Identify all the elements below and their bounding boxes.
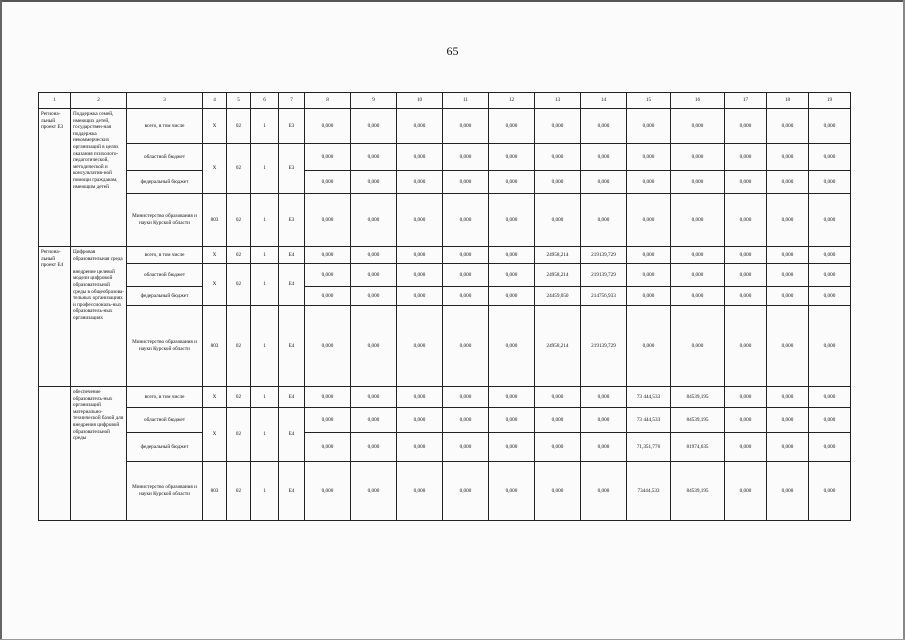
value-cell: 0,000 [351,144,397,171]
value-cell: 0,000 [767,387,809,408]
value-cell: 0,000 [305,171,351,194]
value-cell: 0,000 [397,144,443,171]
value-cell: 0,000 [535,144,581,171]
table-row [39,247,851,264]
source-label-cell: федеральный бюджет [127,433,203,462]
value-cell: 0,000 [489,264,535,287]
scan-edge-left [0,0,2,640]
value-cell: 0,000 [397,247,443,264]
code-cell: 1 [251,306,279,387]
source-label-cell: областной бюджет [127,264,203,287]
code-cell: 1 [251,264,279,306]
value-cell: 0,000 [581,109,627,144]
code-cell: Е4 [279,408,305,462]
value-cell: 0,000 [351,433,397,462]
code-cell: 803 [203,306,227,387]
value-cell: 24958,214 [535,306,581,387]
value-cell: 0,000 [725,247,767,264]
code-cell: 1 [251,408,279,462]
value-cell: 0,000 [671,287,725,306]
value-cell: 0,000 [671,194,725,247]
value-cell: 0,000 [809,171,851,194]
value-cell: 0,000 [305,144,351,171]
code-cell: Е4 [279,306,305,387]
value-cell: 0,000 [305,306,351,387]
value-cell: 0,000 [535,387,581,408]
value-cell: 0,000 [581,171,627,194]
scan-edge-top [0,0,905,2]
value-cell: 73 444,533 [627,387,671,408]
code-cell: Е4 [279,247,305,264]
value-cell: 0,000 [489,247,535,264]
table-row [39,287,851,306]
column-header: 2 [71,93,127,109]
value-cell: 0,000 [809,462,851,521]
column-header: 16 [671,93,725,109]
code-cell: Е4 [279,387,305,408]
source-label-cell: всего, в том числе [127,387,203,408]
value-cell: 0,000 [489,387,535,408]
column-header: 19 [809,93,851,109]
source-label-cell: Министерство образования и науки Курской области [127,194,203,247]
page-number: 65 [446,44,459,58]
value-cell: 0,000 [305,433,351,462]
value-cell: 0,000 [305,247,351,264]
value-cell: 0,000 [489,462,535,521]
value-cell: 0,000 [489,109,535,144]
value-cell: 0,000 [581,462,627,521]
code-cell: 02 [227,387,251,408]
code-cell: 02 [227,247,251,264]
value-cell: 0,000 [397,287,443,306]
code-cell: Е4 [279,264,305,306]
value-cell: 0,000 [397,264,443,287]
value-cell: 0,000 [725,171,767,194]
value-cell: 0,000 [581,194,627,247]
code-cell: Х [203,144,227,194]
value-cell: 0,000 [535,462,581,521]
value-cell: 0,000 [581,387,627,408]
value-cell: 0,000 [305,387,351,408]
code-cell: Е3 [279,109,305,144]
table-row [39,144,851,171]
value-cell: 0,000 [725,433,767,462]
source-label-cell: областной бюджет [127,144,203,171]
value-cell: 0,000 [767,247,809,264]
value-cell: 0,000 [725,306,767,387]
value-cell: 84539,195 [671,462,725,521]
value-cell: 219139,729 [581,306,627,387]
value-cell: 0,000 [351,247,397,264]
value-cell: 0,000 [581,144,627,171]
value-cell: 214756,933 [581,287,627,306]
value-cell: 0,000 [767,462,809,521]
value-cell: 0,000 [671,247,725,264]
value-cell: 0,000 [627,194,671,247]
column-header: 8 [305,93,351,109]
code-cell: 1 [251,387,279,408]
value-cell: 0,000 [489,194,535,247]
value-cell: 0,000 [443,387,489,408]
value-cell: 71,351,776 [627,433,671,462]
value-cell: 0,000 [443,306,489,387]
column-header: 9 [351,93,397,109]
value-cell: 0,000 [535,194,581,247]
code-cell: Х [203,109,227,144]
value-cell: 73 444,533 [627,408,671,433]
value-cell: 0,000 [671,306,725,387]
value-cell: 0,000 [535,433,581,462]
value-cell: 0,000 [671,144,725,171]
value-cell: 0,000 [535,408,581,433]
column-header: 17 [725,93,767,109]
code-cell: Е4 [279,462,305,521]
value-cell: 73444,533 [627,462,671,521]
value-cell: 0,000 [671,171,725,194]
value-cell: 0,000 [443,287,489,306]
project-name-cell: Региона-льный проект Е3 [39,109,71,247]
value-cell: 0,000 [725,109,767,144]
value-cell: 0,000 [671,109,725,144]
value-cell: 0,000 [535,171,581,194]
value-cell: 0,000 [809,109,851,144]
code-cell: 02 [227,109,251,144]
code-cell: 1 [251,109,279,144]
value-cell: 0,000 [443,109,489,144]
value-cell: 0,000 [535,109,581,144]
column-header: 7 [279,93,305,109]
value-cell: 24958,214 [535,264,581,287]
value-cell: 0,000 [351,264,397,287]
value-cell: 0,000 [671,264,725,287]
value-cell: 0,000 [767,408,809,433]
table-row [39,306,851,387]
value-cell: 0,000 [809,264,851,287]
value-cell: 0,000 [489,306,535,387]
value-cell: 0,000 [351,462,397,521]
measure-name-cell: Поддержка семей, имеющих детей, государствен-ная поддержка некоммерческих организаций в целях оказания психолого-педагогической, методической и консультатив-ной помощи гражданам, имеющим детей [71,109,127,247]
value-cell: 0,000 [397,109,443,144]
value-cell: 0,000 [397,194,443,247]
code-cell: Х [203,387,227,408]
table-row [39,194,851,247]
source-label-cell: всего, в том числе [127,247,203,264]
column-header: 15 [627,93,671,109]
source-label-cell: Министерство образования и науки Курской области [127,462,203,521]
value-cell: 0,000 [397,408,443,433]
value-cell: 0,000 [767,171,809,194]
value-cell: 0,000 [351,408,397,433]
value-cell: 0,000 [627,109,671,144]
value-cell: 0,000 [809,287,851,306]
code-cell: 02 [227,144,251,194]
code-cell: Х [203,264,227,306]
table-row [39,171,851,194]
value-cell: 0,000 [305,194,351,247]
value-cell: 0,000 [809,306,851,387]
code-cell: 1 [251,144,279,194]
code-cell: Х [203,408,227,462]
code-cell: 02 [227,408,251,462]
value-cell: 0,000 [351,287,397,306]
value-cell: 0,000 [627,264,671,287]
value-cell: 0,000 [443,433,489,462]
source-label-cell: всего, в том числе [127,109,203,144]
value-cell: 0,000 [305,264,351,287]
source-label-cell: федеральный бюджет [127,287,203,306]
value-cell: 0,000 [397,462,443,521]
code-cell: 1 [251,247,279,264]
value-cell: 0,000 [627,171,671,194]
project-name-cell-empty [39,387,71,521]
value-cell: 0,000 [397,433,443,462]
value-cell: 0,000 [305,109,351,144]
value-cell: 0,000 [489,171,535,194]
value-cell: 0,000 [489,433,535,462]
value-cell: 0,000 [725,408,767,433]
value-cell: 0,000 [305,462,351,521]
table-row [39,264,851,287]
value-cell: 0,000 [351,306,397,387]
value-cell: 0,000 [489,144,535,171]
column-header: 13 [535,93,581,109]
value-cell: 0,000 [725,194,767,247]
value-cell: 0,000 [351,171,397,194]
value-cell: 0,000 [305,287,351,306]
value-cell: 0,000 [627,144,671,171]
value-cell: 0,000 [397,306,443,387]
value-cell: 0,000 [397,171,443,194]
column-header: 6 [251,93,279,109]
value-cell: 84539,195 [671,387,725,408]
code-cell: 803 [203,194,227,247]
column-header: 18 [767,93,809,109]
code-cell: 02 [227,264,251,306]
value-cell: 0,000 [767,287,809,306]
value-cell: 24958,214 [535,247,581,264]
value-cell: 0,000 [443,171,489,194]
project-name-cell: Региона-льный проект Е4 [39,247,71,387]
source-label-cell: Министерство образования и науки Курской области [127,306,203,387]
value-cell: 0,000 [581,408,627,433]
code-cell: 02 [227,194,251,247]
value-cell: 0,000 [767,109,809,144]
value-cell: 0,000 [767,433,809,462]
table-row [39,433,851,462]
value-cell: 0,000 [397,387,443,408]
value-cell: 0,000 [809,194,851,247]
value-cell: 0,000 [443,408,489,433]
value-cell: 0,000 [725,144,767,171]
column-header: 10 [397,93,443,109]
measure-name-cell: Цифровая образовательная среда внедрение целевой модели цифровой образовательной среды в общеобразова-тельных организациях и профессиональ-ных образователь-ных организациях [71,247,127,387]
value-cell: 0,000 [725,287,767,306]
code-cell: Х [203,247,227,264]
header-row [39,93,851,109]
value-cell: 81974,635 [671,433,725,462]
value-cell: 24459,050 [535,287,581,306]
value-cell: 0,000 [809,433,851,462]
source-label-cell: областной бюджет [127,408,203,433]
code-cell: Е3 [279,194,305,247]
value-cell: 219139,729 [581,247,627,264]
code-cell: 1 [251,462,279,521]
value-cell: 0,000 [809,387,851,408]
value-cell: 0,000 [489,287,535,306]
value-cell: 0,000 [767,144,809,171]
budget-table [38,92,851,521]
value-cell: 0,000 [767,194,809,247]
value-cell: 0,000 [443,264,489,287]
value-cell: 0,000 [627,287,671,306]
measure-name-cell: обеспечение образователь-ных организаций материально-технической базой для внедрения цифровой образовательной среды [71,387,127,521]
value-cell: 0,000 [443,144,489,171]
code-cell: 02 [227,306,251,387]
value-cell: 0,000 [305,408,351,433]
value-cell: 0,000 [725,462,767,521]
value-cell: 0,000 [489,408,535,433]
value-cell: 0,000 [767,306,809,387]
table-row [39,387,851,408]
code-cell: 02 [227,462,251,521]
value-cell: 84539,195 [671,408,725,433]
value-cell: 0,000 [351,387,397,408]
value-cell: 0,000 [809,247,851,264]
value-cell: 219139,729 [581,264,627,287]
column-header: 14 [581,93,627,109]
value-cell: 0,000 [627,247,671,264]
column-header: 3 [127,93,203,109]
table-row [39,462,851,521]
value-cell: 0,000 [809,408,851,433]
column-header: 11 [443,93,489,109]
source-label-cell: федеральный бюджет [127,171,203,194]
table-row [39,408,851,433]
table-row [39,109,851,144]
value-cell: 0,000 [443,194,489,247]
value-cell: 0,000 [725,264,767,287]
value-cell: 0,000 [627,306,671,387]
column-header: 5 [227,93,251,109]
code-cell: 1 [251,194,279,247]
code-cell: 803 [203,462,227,521]
column-header: 12 [489,93,535,109]
value-cell: 0,000 [351,194,397,247]
value-cell: 0,000 [809,144,851,171]
value-cell: 0,000 [443,462,489,521]
value-cell: 0,000 [351,109,397,144]
value-cell: 0,000 [581,433,627,462]
value-cell: 0,000 [725,387,767,408]
code-cell: Е3 [279,144,305,194]
value-cell: 0,000 [767,264,809,287]
column-header: 4 [203,93,227,109]
value-cell: 0,000 [443,247,489,264]
column-header: 1 [39,93,71,109]
